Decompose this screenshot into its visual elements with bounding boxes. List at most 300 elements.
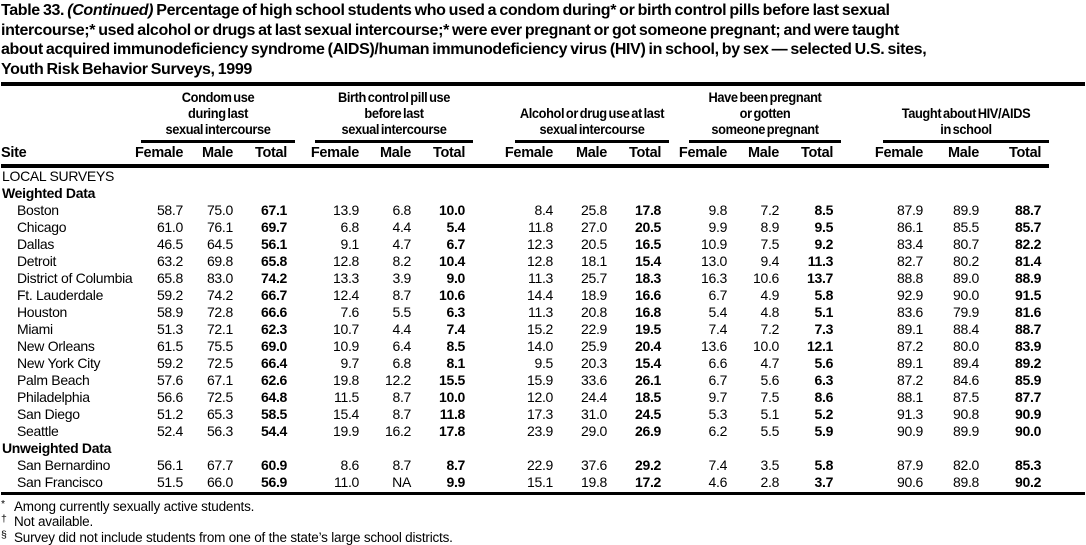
value-cell: 9.2 xyxy=(814,236,834,252)
value-cell: 4.9 xyxy=(760,287,780,303)
value-cell: 64.8 xyxy=(260,389,288,405)
value-cell: 11.3 xyxy=(528,270,554,286)
value-cell: 19.8 xyxy=(332,372,360,388)
value-cell: 26.9 xyxy=(635,423,662,439)
data-table xyxy=(1,90,1049,491)
footnote-sexually-active xyxy=(1,499,1086,514)
sub-column-header-total: Total xyxy=(987,143,1049,166)
footnotes xyxy=(1,499,1086,545)
value-cell: 7.5 xyxy=(760,389,780,405)
value-cell: 6.2 xyxy=(708,423,728,439)
value-cell: 6.3 xyxy=(814,372,834,388)
value-cell: 18.5 xyxy=(635,389,662,405)
sub-header-row xyxy=(1,143,1049,166)
value-cell: 13.6 xyxy=(701,338,728,354)
value-cell: 54.4 xyxy=(260,423,288,439)
group-label-alcohol-drug: Alcohol or drug use at last sexual intercourse xyxy=(519,106,665,137)
value-cell: 87.5 xyxy=(953,389,980,405)
value-cell: 13.9 xyxy=(332,202,360,218)
value-cell: 3.7 xyxy=(814,474,834,490)
value-cell: 90.8 xyxy=(953,406,980,422)
table-row xyxy=(1,270,1049,287)
value-cell: 14.4 xyxy=(526,287,554,303)
value-cell: 20.8 xyxy=(580,304,608,320)
value-cell: 20.5 xyxy=(635,219,662,235)
value-cell: 90.9 xyxy=(897,423,924,439)
table-row xyxy=(1,304,1049,321)
footnote-text: Survey did not include students from one of the state’s large school districts. xyxy=(14,529,453,545)
value-cell: 90.0 xyxy=(1015,423,1042,439)
table-row xyxy=(1,372,1049,389)
title-line-2: intercourse;* used alcohol or drugs at last sexual intercourse;* were ever pregnant or got someone pregnant; and were taught xyxy=(1,21,899,39)
value-cell: 88.7 xyxy=(1015,202,1042,218)
site-cell: San Bernardino xyxy=(17,457,111,473)
value-cell: 51.5 xyxy=(156,474,183,490)
value-cell: 19.9 xyxy=(332,423,360,439)
value-cell: 3.9 xyxy=(392,270,412,286)
value-cell: 59.2 xyxy=(156,287,183,303)
value-cell: 8.6 xyxy=(814,389,834,405)
value-cell: 11.3 xyxy=(807,253,834,269)
value-cell: 22.9 xyxy=(580,321,608,337)
value-cell: 8.7 xyxy=(392,406,412,422)
sub-column-header-male: Male xyxy=(367,143,419,166)
value-cell: 87.9 xyxy=(897,202,924,218)
table-row xyxy=(1,406,1049,423)
sub-column-header-total: Total xyxy=(419,143,473,166)
value-cell: 88.7 xyxy=(1015,321,1042,337)
value-cell: 6.7 xyxy=(446,236,466,252)
footnote-survey-districts xyxy=(1,530,1086,545)
site-column-spacer xyxy=(1,90,135,143)
value-cell: 80.7 xyxy=(953,236,980,252)
value-cell: 20.5 xyxy=(580,236,608,252)
value-cell: 24.4 xyxy=(580,389,608,405)
site-cell: Seattle xyxy=(17,423,59,439)
value-cell: 56.3 xyxy=(206,423,233,439)
value-cell: 4.4 xyxy=(392,321,412,337)
value-cell: 88.8 xyxy=(897,270,924,286)
value-cell: 56.1 xyxy=(156,457,183,473)
value-cell: 5.1 xyxy=(814,304,834,320)
value-cell: 90.9 xyxy=(1015,406,1042,422)
value-cell: 5.5 xyxy=(392,304,412,320)
value-cell: 74.2 xyxy=(206,287,233,303)
sub-column-header-female: Female xyxy=(841,143,931,166)
value-cell: 13.7 xyxy=(807,270,834,286)
value-cell: 26.1 xyxy=(635,372,662,388)
footnote-text: Not available. xyxy=(14,514,93,530)
value-cell: 6.7 xyxy=(708,287,728,303)
value-cell: 83.0 xyxy=(206,270,233,286)
value-cell: 60.9 xyxy=(260,457,288,473)
table-body xyxy=(1,166,1049,491)
value-cell: 5.1 xyxy=(760,406,780,422)
value-cell: 62.3 xyxy=(260,321,288,337)
value-cell: 72.5 xyxy=(206,355,233,371)
value-cell: 8.5 xyxy=(814,202,834,218)
column-group-birth-control xyxy=(295,90,473,143)
value-cell: 9.5 xyxy=(814,219,834,235)
value-cell: 15.4 xyxy=(635,253,662,269)
site-cell: Boston xyxy=(17,202,59,218)
group-label-condom-use: Condom use during last sexual intercourse xyxy=(165,90,271,137)
value-cell: 10.9 xyxy=(332,338,360,354)
value-cell: 11.8 xyxy=(439,406,466,422)
value-cell: 84.6 xyxy=(953,372,980,388)
value-cell: 7.2 xyxy=(760,202,780,218)
value-cell: 8.7 xyxy=(392,287,412,303)
value-cell: 17.2 xyxy=(635,474,662,490)
value-cell: 13.0 xyxy=(701,253,728,269)
sub-column-header-male: Male xyxy=(735,143,787,166)
sub-column-header-total: Total xyxy=(615,143,669,166)
value-cell: 87.2 xyxy=(897,338,924,354)
sub-column-header-male: Male xyxy=(931,143,987,166)
sub-column-header-female: Female xyxy=(135,143,191,166)
table-row xyxy=(1,202,1049,219)
value-cell: 6.7 xyxy=(708,372,728,388)
value-cell: 57.6 xyxy=(156,372,183,388)
value-cell: 8.1 xyxy=(446,355,466,371)
value-cell: 86.1 xyxy=(897,219,924,235)
value-cell: 9.5 xyxy=(534,355,554,371)
sub-column-header-total: Total xyxy=(241,143,295,166)
value-cell: 5.8 xyxy=(814,287,834,303)
value-cell: 89.2 xyxy=(1015,355,1042,371)
value-cell: 27.0 xyxy=(580,219,608,235)
site-cell: Palm Beach xyxy=(17,372,90,388)
value-cell: 15.5 xyxy=(438,372,466,388)
table-row xyxy=(1,474,1049,491)
title-line-4: Youth Risk Behavior Surveys, 1999 xyxy=(1,60,252,78)
value-cell: 20.4 xyxy=(635,338,662,354)
value-cell: 5.9 xyxy=(814,423,834,439)
value-cell: 83.9 xyxy=(1015,338,1042,354)
value-cell: 13.3 xyxy=(332,270,360,286)
section-row xyxy=(1,440,1049,457)
value-cell: 16.2 xyxy=(384,423,412,439)
value-cell: 15.4 xyxy=(332,406,360,422)
value-cell: 37.6 xyxy=(580,457,608,473)
value-cell: 89.0 xyxy=(953,270,980,286)
value-cell: 8.7 xyxy=(392,389,412,405)
value-cell: 58.5 xyxy=(260,406,288,422)
group-label-taught-hiv: Taught about HIV/AIDS in school xyxy=(901,106,1031,137)
title-line-1 xyxy=(1,1,1086,21)
group-header-row xyxy=(1,90,1049,143)
value-cell: 15.4 xyxy=(635,355,662,371)
value-cell: 83.6 xyxy=(897,304,924,320)
section-label: Unweighted Data xyxy=(2,440,112,456)
value-cell: 16.5 xyxy=(635,236,662,252)
value-cell: 4.4 xyxy=(392,219,412,235)
value-cell: 9.7 xyxy=(708,389,728,405)
value-cell: 59.2 xyxy=(156,355,183,371)
value-cell: 88.4 xyxy=(953,321,980,337)
site-cell: Chicago xyxy=(17,219,67,235)
value-cell: 5.6 xyxy=(814,355,834,371)
value-cell: 82.7 xyxy=(897,253,924,269)
table-row xyxy=(1,338,1049,355)
value-cell: 90.6 xyxy=(897,474,924,490)
value-cell: 15.1 xyxy=(526,474,554,490)
value-cell: 82.2 xyxy=(1015,236,1042,252)
value-cell: 61.0 xyxy=(156,219,183,235)
footnote-symbol: * xyxy=(1,498,5,510)
value-cell: 19.5 xyxy=(635,321,662,337)
value-cell: 6.8 xyxy=(392,355,412,371)
value-cell: 61.5 xyxy=(156,338,183,354)
site-cell: Detroit xyxy=(17,253,57,269)
column-group-pregnancy xyxy=(669,90,841,143)
value-cell: 80.2 xyxy=(953,253,980,269)
value-cell: 82.0 xyxy=(953,457,980,473)
value-cell: 66.7 xyxy=(260,287,288,303)
value-cell: 10.4 xyxy=(438,253,466,269)
value-cell: 56.6 xyxy=(156,389,183,405)
table-row xyxy=(1,287,1049,304)
table-row xyxy=(1,457,1049,474)
value-cell: 18.9 xyxy=(580,287,608,303)
section-row xyxy=(1,185,1049,202)
value-cell: 6.3 xyxy=(446,304,466,320)
value-cell: 52.4 xyxy=(156,423,183,439)
value-cell: 16.8 xyxy=(635,304,662,320)
value-cell: 69.8 xyxy=(206,253,233,269)
value-cell: 5.6 xyxy=(760,372,780,388)
value-cell: 10.0 xyxy=(438,389,466,405)
table-row xyxy=(1,253,1049,270)
value-cell: 89.8 xyxy=(953,474,980,490)
value-cell: 12.8 xyxy=(332,253,360,269)
value-cell: 85.9 xyxy=(1015,372,1042,388)
value-cell: 79.9 xyxy=(953,304,980,320)
site-cell: Miami xyxy=(17,321,53,337)
footnote-not-available xyxy=(1,514,1086,529)
value-cell: 83.4 xyxy=(897,236,924,252)
value-cell: 2.8 xyxy=(760,474,780,490)
sub-column-header-female: Female xyxy=(295,143,367,166)
value-cell: 91.5 xyxy=(1015,287,1042,303)
value-cell: 8.7 xyxy=(446,457,466,473)
value-cell: 10.6 xyxy=(438,287,466,303)
value-cell: 6.8 xyxy=(392,202,412,218)
value-cell: 62.6 xyxy=(260,372,288,388)
sub-column-header-total: Total xyxy=(787,143,841,166)
value-cell: 51.3 xyxy=(156,321,183,337)
value-cell: 12.3 xyxy=(526,236,554,252)
value-cell: 8.9 xyxy=(760,219,780,235)
value-cell: 11.8 xyxy=(528,219,554,235)
value-cell: 65.8 xyxy=(260,253,288,269)
value-cell: 87.2 xyxy=(897,372,924,388)
value-cell: 9.9 xyxy=(446,474,466,490)
footnote-symbol: † xyxy=(1,513,7,526)
value-cell: 16.6 xyxy=(635,287,662,303)
value-cell: 5.5 xyxy=(760,423,780,439)
section-label: LOCAL SURVEYS xyxy=(2,168,115,184)
table-row xyxy=(1,321,1049,338)
value-cell: 7.4 xyxy=(446,321,466,337)
value-cell: 4.8 xyxy=(760,304,780,320)
value-cell: 90.2 xyxy=(1015,474,1042,490)
value-cell: 74.2 xyxy=(260,270,288,286)
value-cell: 15.9 xyxy=(526,372,554,388)
value-cell: 87.7 xyxy=(1015,389,1042,405)
value-cell: 88.1 xyxy=(897,389,924,405)
value-cell: 33.6 xyxy=(580,372,608,388)
value-cell: 65.8 xyxy=(156,270,183,286)
section-row xyxy=(1,166,1049,185)
value-cell: 12.2 xyxy=(384,372,412,388)
value-cell: 75.0 xyxy=(206,202,233,218)
top-rule xyxy=(1,82,1085,86)
value-cell: 89.1 xyxy=(897,355,924,371)
value-cell: NA xyxy=(392,474,412,490)
value-cell: 81.6 xyxy=(1015,304,1042,320)
table-header xyxy=(1,90,1049,166)
footnote-symbol: § xyxy=(1,528,7,541)
site-cell: Dallas xyxy=(17,236,55,252)
value-cell: 81.4 xyxy=(1015,253,1042,269)
value-cell: 72.8 xyxy=(206,304,233,320)
value-cell: 6.6 xyxy=(708,355,728,371)
table-row xyxy=(1,389,1049,406)
value-cell: 12.1 xyxy=(807,338,834,354)
value-cell: 8.2 xyxy=(392,253,412,269)
table-row xyxy=(1,355,1049,372)
value-cell: 17.3 xyxy=(526,406,554,422)
value-cell: 85.7 xyxy=(1015,219,1042,235)
value-cell: 8.7 xyxy=(392,457,412,473)
table-row xyxy=(1,423,1049,440)
sub-column-header-male: Male xyxy=(191,143,241,166)
site-cell: Houston xyxy=(17,304,68,320)
value-cell: 12.4 xyxy=(332,287,360,303)
site-cell: San Diego xyxy=(17,406,80,422)
value-cell: 10.0 xyxy=(753,338,780,354)
value-cell: 22.9 xyxy=(526,457,554,473)
value-cell: 7.4 xyxy=(708,321,728,337)
value-cell: 4.7 xyxy=(392,236,412,252)
value-cell: 56.1 xyxy=(260,236,288,252)
column-group-condom-use xyxy=(135,90,295,143)
value-cell: 65.3 xyxy=(206,406,233,422)
sub-column-header-male: Male xyxy=(561,143,615,166)
value-cell: 7.3 xyxy=(814,321,834,337)
value-cell: 16.3 xyxy=(701,270,728,286)
value-cell: 17.8 xyxy=(635,202,662,218)
value-cell: 91.3 xyxy=(897,406,924,422)
value-cell: 18.3 xyxy=(635,270,662,286)
value-cell: 6.4 xyxy=(392,338,412,354)
value-cell: 18.1 xyxy=(580,253,608,269)
value-cell: 15.2 xyxy=(526,321,554,337)
value-cell: 23.9 xyxy=(526,423,554,439)
value-cell: 10.7 xyxy=(332,321,360,337)
value-cell: 66.0 xyxy=(206,474,233,490)
value-cell: 10.6 xyxy=(753,270,780,286)
table-row xyxy=(1,236,1049,253)
value-cell: 66.6 xyxy=(260,304,288,320)
value-cell: 8.4 xyxy=(534,202,554,218)
site-cell: Philadelphia xyxy=(17,389,90,405)
table-row xyxy=(1,219,1049,236)
value-cell: 67.1 xyxy=(206,372,233,388)
value-cell: 67.1 xyxy=(260,202,288,218)
value-cell: 92.9 xyxy=(897,287,924,303)
value-cell: 56.9 xyxy=(260,474,288,490)
group-label-birth-control: Birth control pill use before last sexual intercourse xyxy=(337,90,451,137)
value-cell: 72.1 xyxy=(206,321,233,337)
value-cell: 58.7 xyxy=(156,202,183,218)
value-cell: 5.3 xyxy=(708,406,728,422)
site-cell: San Francisco xyxy=(17,474,103,490)
value-cell: 19.8 xyxy=(580,474,608,490)
title-text: Percentage of high school students who used a condom during* or birth control pills before last sexual xyxy=(156,2,890,19)
value-cell: 29.2 xyxy=(635,457,662,473)
column-group-alcohol-drug xyxy=(473,90,669,143)
site-cell: New Orleans xyxy=(17,338,95,354)
value-cell: 5.4 xyxy=(446,219,466,235)
value-cell: 8.5 xyxy=(446,338,466,354)
value-cell: 85.3 xyxy=(1015,457,1042,473)
site-cell: New York City xyxy=(17,355,101,371)
value-cell: 11.0 xyxy=(334,474,360,490)
value-cell: 9.9 xyxy=(708,219,728,235)
sub-column-header-female: Female xyxy=(669,143,735,166)
value-cell: 89.9 xyxy=(953,423,980,439)
site-column-header: Site xyxy=(1,143,135,166)
value-cell: 9.0 xyxy=(446,270,466,286)
value-cell: 7.6 xyxy=(340,304,360,320)
value-cell: 9.8 xyxy=(708,202,728,218)
value-cell: 5.4 xyxy=(708,304,728,320)
value-cell: 25.8 xyxy=(580,202,608,218)
value-cell: 75.5 xyxy=(206,338,233,354)
value-cell: 64.5 xyxy=(206,236,233,252)
value-cell: 11.3 xyxy=(528,304,554,320)
value-cell: 14.0 xyxy=(526,338,554,354)
value-cell: 10.9 xyxy=(701,236,728,252)
value-cell: 58.9 xyxy=(156,304,183,320)
value-cell: 69.0 xyxy=(260,338,288,354)
value-cell: 51.2 xyxy=(156,406,183,422)
footnote-text: Among currently sexually active students. xyxy=(14,499,255,514)
value-cell: 89.4 xyxy=(953,355,980,371)
value-cell: 4.6 xyxy=(708,474,728,490)
value-cell: 87.9 xyxy=(897,457,924,473)
value-cell: 7.5 xyxy=(760,236,780,252)
value-cell: 7.4 xyxy=(708,457,728,473)
value-cell: 12.8 xyxy=(526,253,554,269)
value-cell: 6.8 xyxy=(340,219,360,235)
value-cell: 80.0 xyxy=(953,338,980,354)
value-cell: 8.6 xyxy=(340,457,360,473)
sub-column-header-female: Female xyxy=(473,143,561,166)
value-cell: 3.5 xyxy=(760,457,780,473)
value-cell: 7.2 xyxy=(760,321,780,337)
value-cell: 69.7 xyxy=(260,219,288,235)
value-cell: 9.7 xyxy=(340,355,360,371)
value-cell: 46.5 xyxy=(156,236,183,252)
value-cell: 89.1 xyxy=(897,321,924,337)
site-cell: District of Columbia xyxy=(17,270,133,286)
table-title xyxy=(1,1,1086,79)
value-cell: 89.9 xyxy=(953,202,980,218)
value-cell: 20.3 xyxy=(580,355,608,371)
